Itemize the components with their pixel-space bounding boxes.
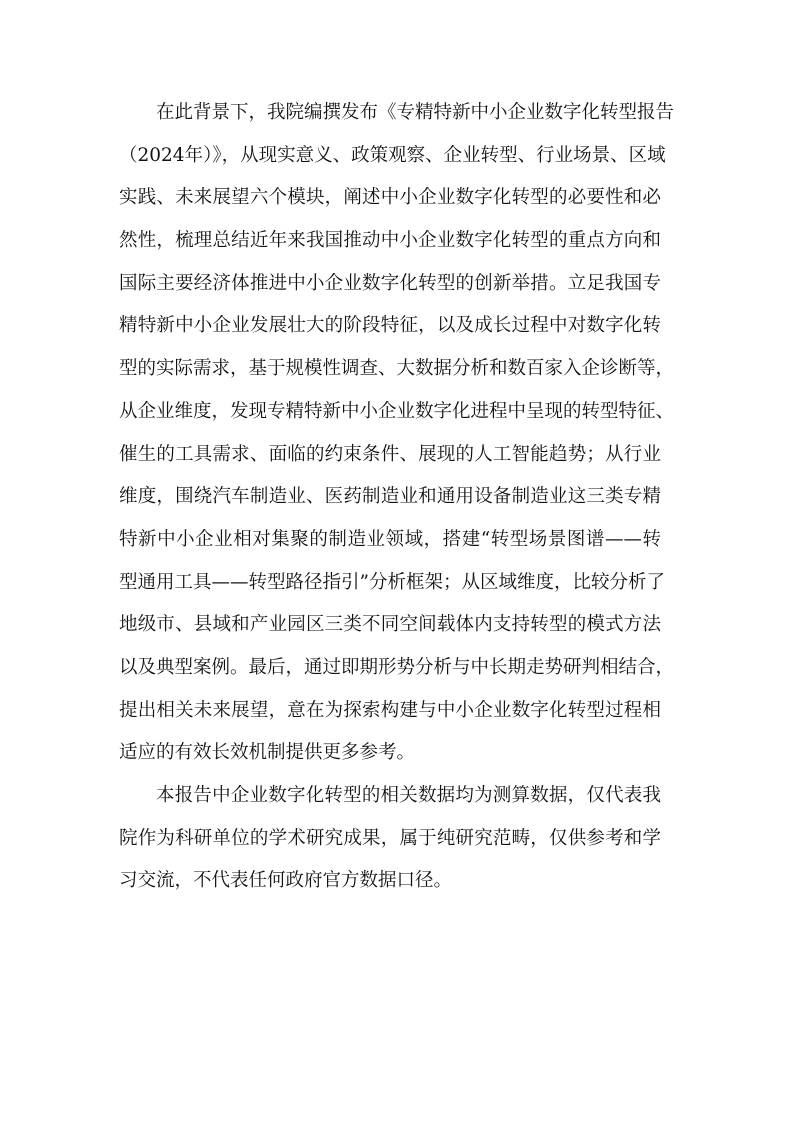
document-body [119, 92, 675, 903]
text-line: 以及典型案例。最后，通过即期形势分析与中长期走势研判相结合， [119, 656, 675, 678]
text-line: 国际主要经济体推进中小企业数字化转型的创新举措。立足我国专 [119, 272, 661, 294]
text-line: 在此背景下，我院编撰发布《专精特新中小企业数字化转型报告 [156, 102, 675, 123]
text-line: 精特新中小企业发展壮大的阶段特征，以及成长过程中对数字化转 [119, 315, 661, 337]
paragraph [119, 775, 661, 903]
text-line: 维度，围绕汽车制造业、医药制造业和通用设备制造业这三类专精 [119, 486, 661, 508]
text-line: 催生的工具需求、面临的约束条件、展现的人工智能趋势；从行业 [119, 443, 661, 465]
text-line: 提出相关未来展望，意在为探索构建与中小企业数字化转型过程相 [119, 699, 661, 721]
text-line: 院作为科研单位的学术研究成果，属于纯研究范畴，仅供参考和学 [119, 827, 661, 849]
paragraph [119, 92, 675, 775]
text-line: 特新中小企业相对集聚的制造业领域，搭建“转型场景图谱——转 [119, 528, 661, 550]
text-line: 习交流，不代表任何政府官方数据口径。 [119, 870, 453, 892]
text-line: 型通用工具——转型路径指引”分析框架；从区域维度，比较分析了 [119, 571, 665, 593]
text-line: 然性，梳理总结近年来我国推动中小企业数字化转型的重点方向和 [119, 230, 661, 252]
text-line: 型的实际需求，基于规模性调查、大数据分析和数百家入企诊断等， [119, 358, 675, 380]
text-line: （2024年）》，从现实意义、政策观察、企业转型、行业场景、区域 [119, 144, 666, 166]
text-line: 适应的有效长效机制提供更多参考。 [119, 742, 416, 764]
text-line: 地级市、县域和产业园区三类不同空间载体内支持转型的模式方法 [119, 614, 661, 636]
text-line: 从企业维度，发现专精特新中小企业数字化进程中呈现的转型特征、 [119, 400, 675, 422]
text-line: 本报告中企业数字化转型的相关数据均为测算数据，仅代表我 [156, 785, 661, 806]
text-line: 实践、未来展望六个模块，阐述中小企业数字化转型的必要性和必 [119, 187, 661, 209]
